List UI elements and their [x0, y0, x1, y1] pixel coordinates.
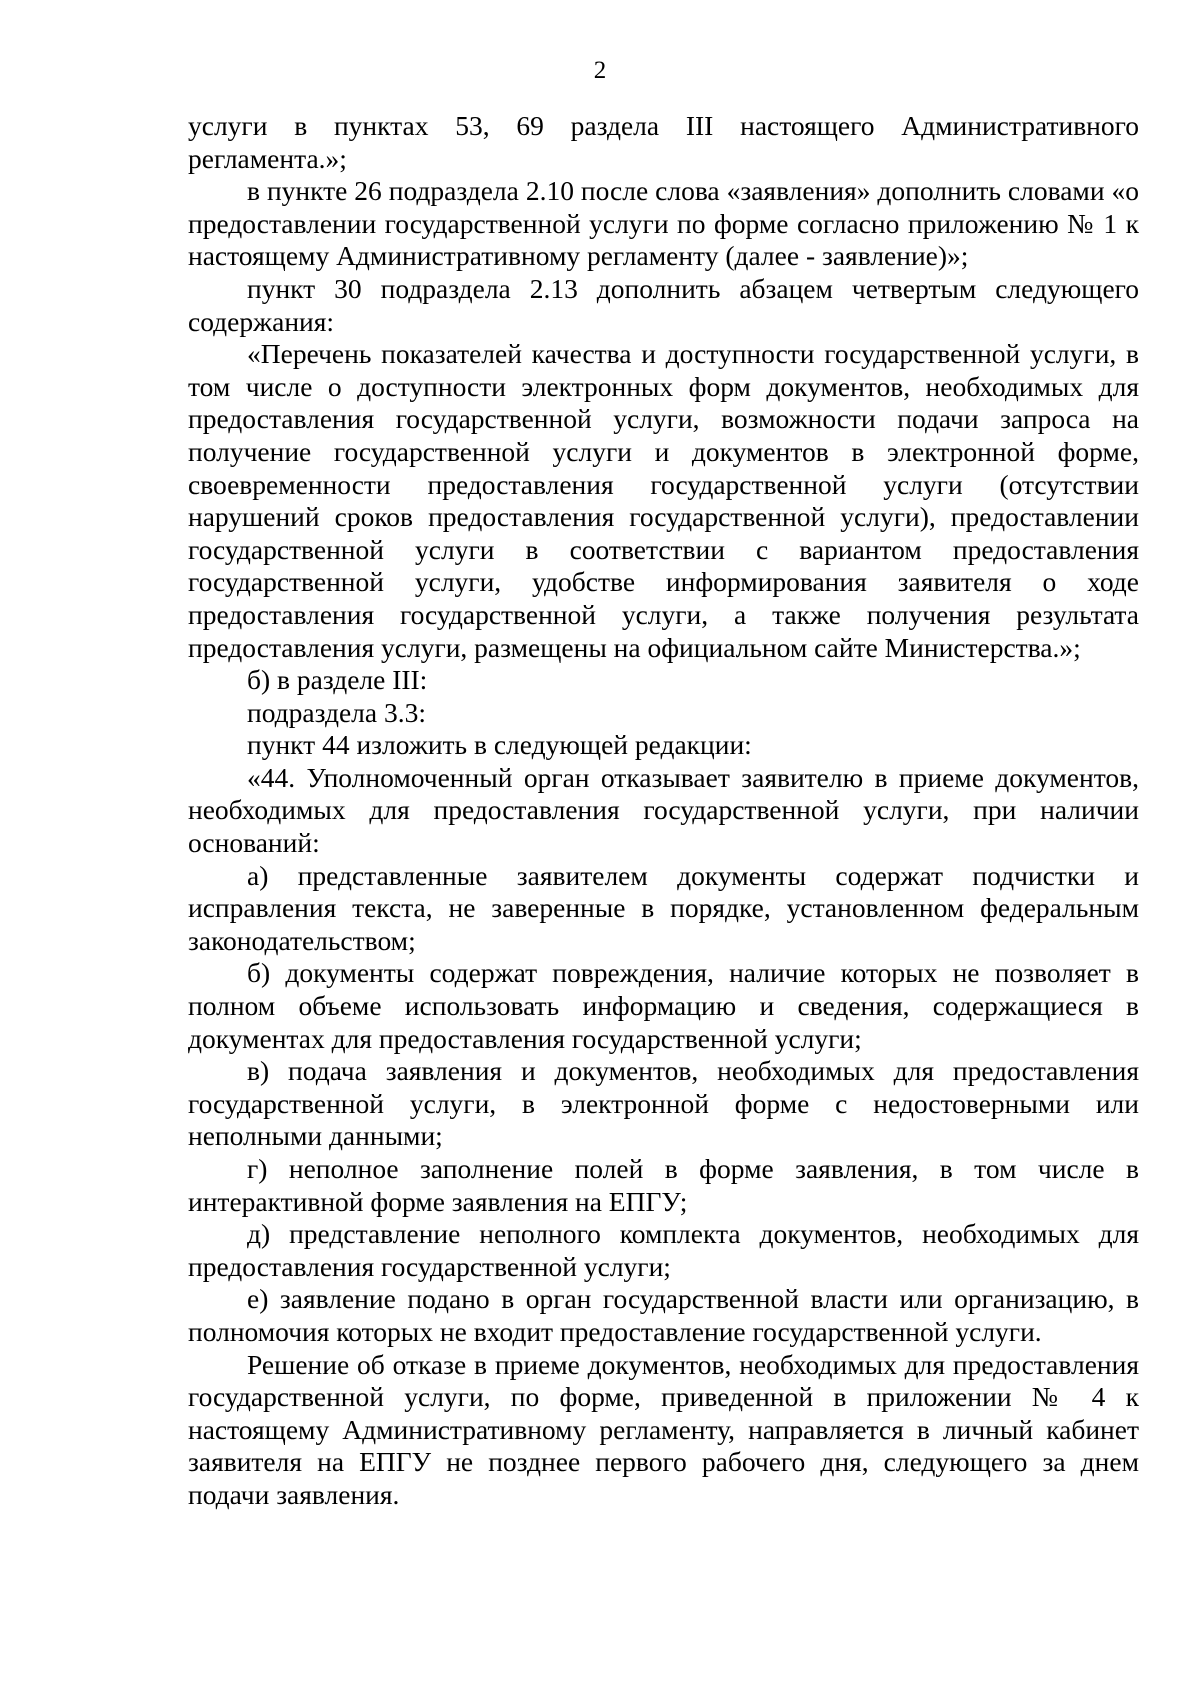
paragraph-continuation: услуги в пунктах 53, 69 раздела III настоящего Административного регламента.»; [188, 110, 1139, 174]
paragraph-item-44: «44. Уполномоченный орган отказывает заявителю в приеме документов, необходимых для предоставления государственной услуги, при наличии оснований: [188, 761, 1139, 859]
paragraph-item-44-intro: пункт 44 изложить в следующей редакции: [247, 729, 752, 761]
list-item-v: в) подача заявления и документов, необходимых для предоставления государственной услуги, в электронной форме с недостоверными или неполными данными; [188, 1055, 1139, 1152]
paragraph-item-26: в пункте 26 подраздела 2.10 после слова «заявления» дополнить словами «о предоставлении государственной услуги по форме согласно приложению № 1 к настоящему Административному регламенту (далее - заявление)»; [188, 175, 1139, 272]
paragraph-quality-indicators: «Перечень показателей качества и доступности государственной услуги, в том числе о доступности электронных форм документов, необходимых для предоставления государственной услуги, возможности подачи запроса на получение государственной услуги и документов в электронной форме, своевременности предоставления государственной услуги (отсутствии нарушений сроков предоставления государственной услуги), предоставлении государственной услуги в соответствии с вариантом предоставления государственной услуги, удобстве информирования заявителя о ходе предоставления государственной услуги, а также получения результата предоставления услуги, размещены на официальном сайте Министерства.»; [188, 338, 1139, 663]
document-body [188, 110, 1139, 1512]
paragraph-section-3: б) в разделе III: [247, 664, 428, 696]
paragraph-subsection-3-3: подраздела 3.3: [247, 696, 427, 728]
list-item-b: б) документы содержат повреждения, наличие которых не позволяет в полном объеме использовать информацию и сведения, содержащиеся в документах для предоставления государственной услуги; [188, 957, 1139, 1054]
list-item-d: д) представление неполного комплекта документов, необходимых для предоставления государственной услуги; [188, 1218, 1139, 1282]
list-item-e: е) заявление подано в орган государственной власти или организацию, в полномочия которых не входит предоставление государственной услуги. [188, 1283, 1139, 1347]
paragraph-refusal-decision: Решение об отказе в приеме документов, необходимых для предоставления государственной услуги, по форме, приведенной в приложении № 4 к настоящему Административному регламенту, направляется в личный кабинет заявителя на ЕПГУ не позднее первого рабочего дня, следующего за днем подачи заявления. [188, 1348, 1139, 1510]
page-number: 2 [593, 57, 607, 84]
paragraph-item-30: пункт 30 подраздела 2.13 дополнить абзацем четвертым следующего содержания: [188, 272, 1139, 337]
list-item-a: а) представленные заявителем документы содержат подчистки и исправления текста, не заверенные в порядке, установленном федеральным законодательством; [188, 859, 1139, 956]
list-item-g: г) неполное заполнение полей в форме заявления, в том числе в интерактивной форме заявления на ЕПГУ; [188, 1153, 1139, 1217]
